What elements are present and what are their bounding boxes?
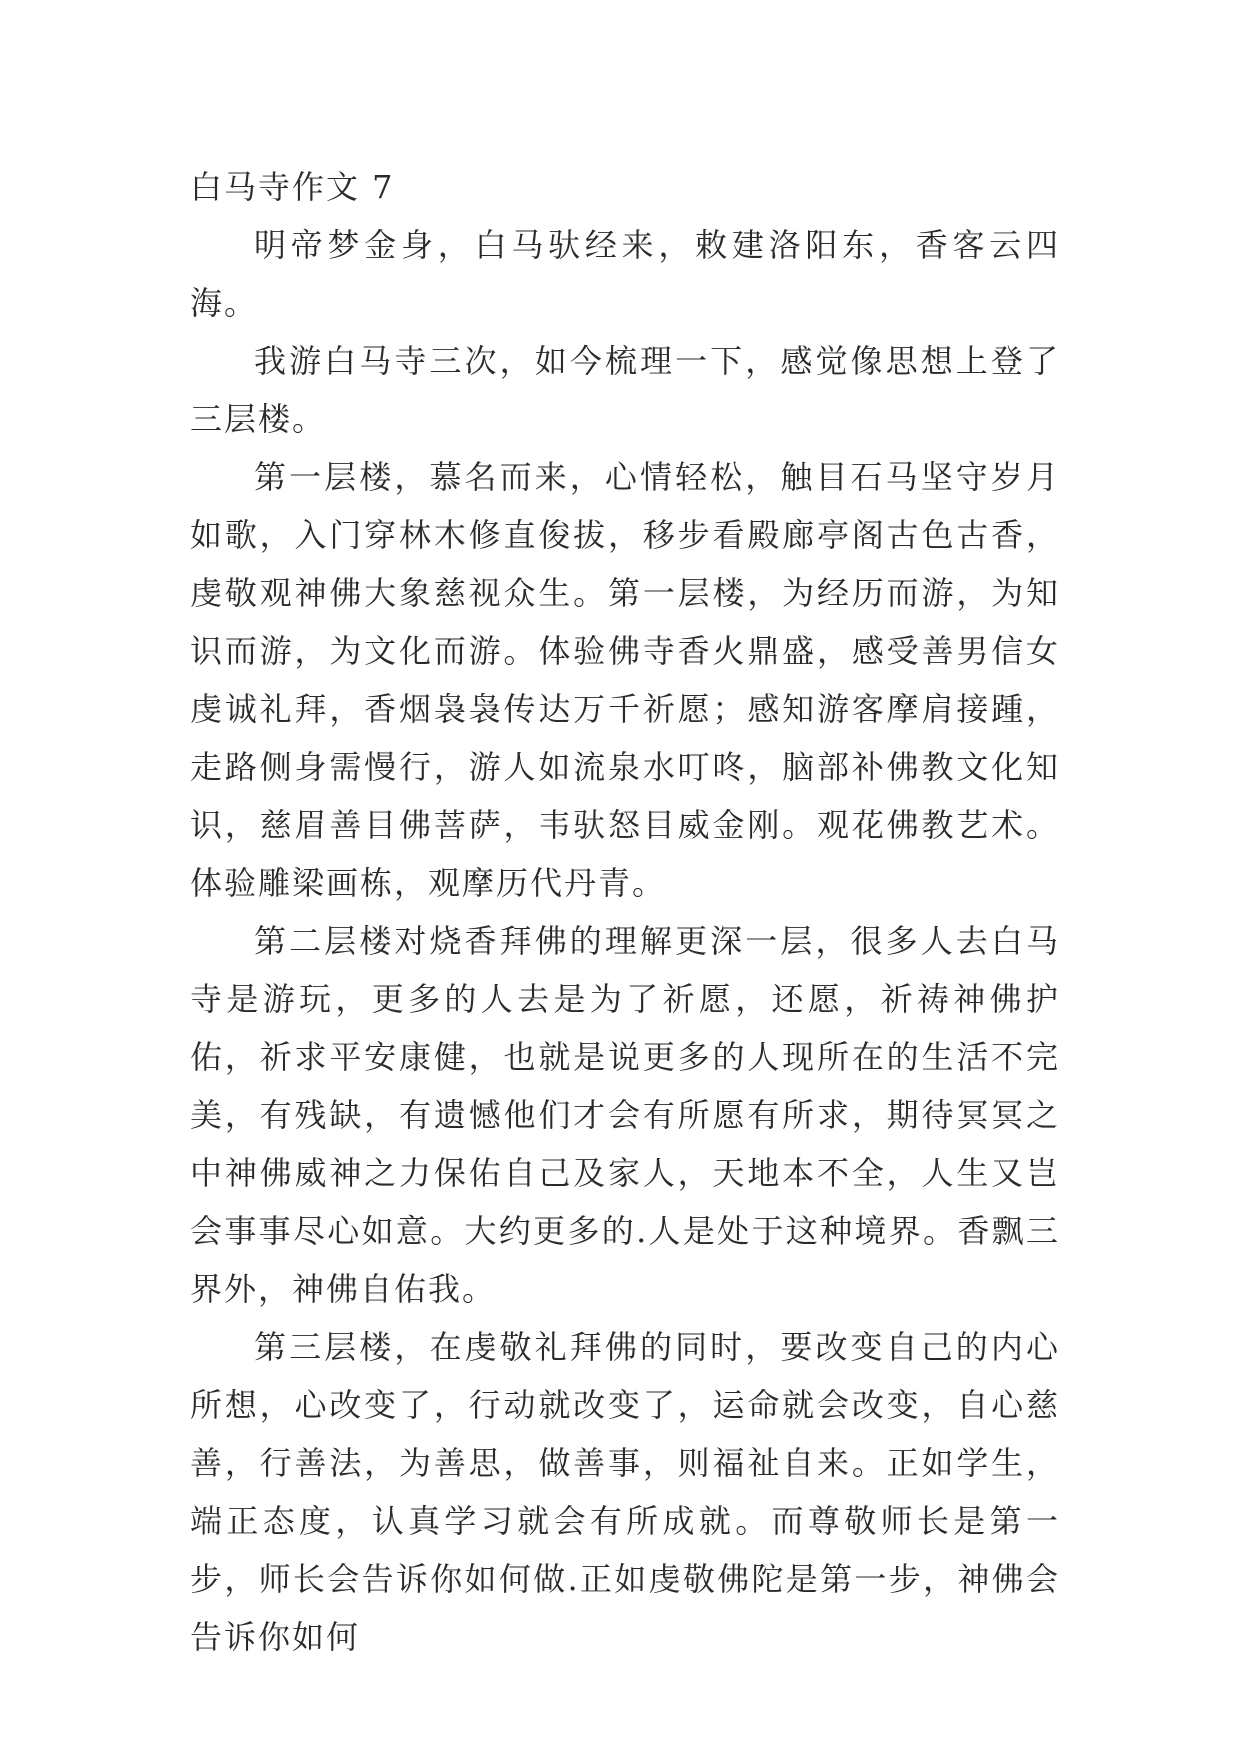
- paragraph-first-level: 第一层楼，慕名而来，心情轻松，触目石马坚守岁月如歌，入门穿林木修直俊拔，移步看殿廊亭阁古色古香，虔敬观神佛大象慈视众生。第一层楼，为经历而游，为知识而游，为文化而游。体验佛寺香火鼎盛，感受善男信女虔诚礼拜，香烟袅袅传达万千祈愿；感知游客摩肩接踵，走路侧身需慢行，游人如流泉水叮咚，脑部补佛教文化知识，慈眉善目佛菩萨，韦驮怒目威金刚。观花佛教艺术。体验雕梁画栋，观摩历代丹青。: [190, 458, 1060, 902]
- paragraph-intro-verse: 明帝梦金身，白马驮经来，敕建洛阳东，香客云四海。: [190, 226, 1060, 322]
- paragraph-third-level: 第三层楼，在虔敬礼拜佛的同时，要改变自己的内心所想，心改变了，行动就改变了，运命就会改变，自心慈善，行善法，为善思，做善事，则福祉自来。正如学生，端正态度，认真学习就会有所成就。而尊敬师长是第一步，师长会告诉你如何做.正如虔敬佛陀是第一步，神佛会告诉你如何: [190, 1328, 1060, 1656]
- document-title: 白马寺作文 7: [190, 168, 395, 206]
- document-body: [190, 158, 1060, 1666]
- paragraph-three-visits: 我游白马寺三次，如今梳理一下，感觉像思想上登了三层楼。: [190, 342, 1060, 438]
- paragraph-second-level: 第二层楼对烧香拜佛的理解更深一层，很多人去白马寺是游玩，更多的人去是为了祈愿，还愿，祈祷神佛护佑，祈求平安康健，也就是说更多的人现所在的生活不完美，有残缺，有遗憾他们才会有所愿有所求，期待冥冥之中神佛威神之力保佑自己及家人，天地本不全，人生又岂会事事尽心如意。大约更多的.人是处于这种境界。香飘三界外，神佛自佑我。: [190, 922, 1060, 1308]
